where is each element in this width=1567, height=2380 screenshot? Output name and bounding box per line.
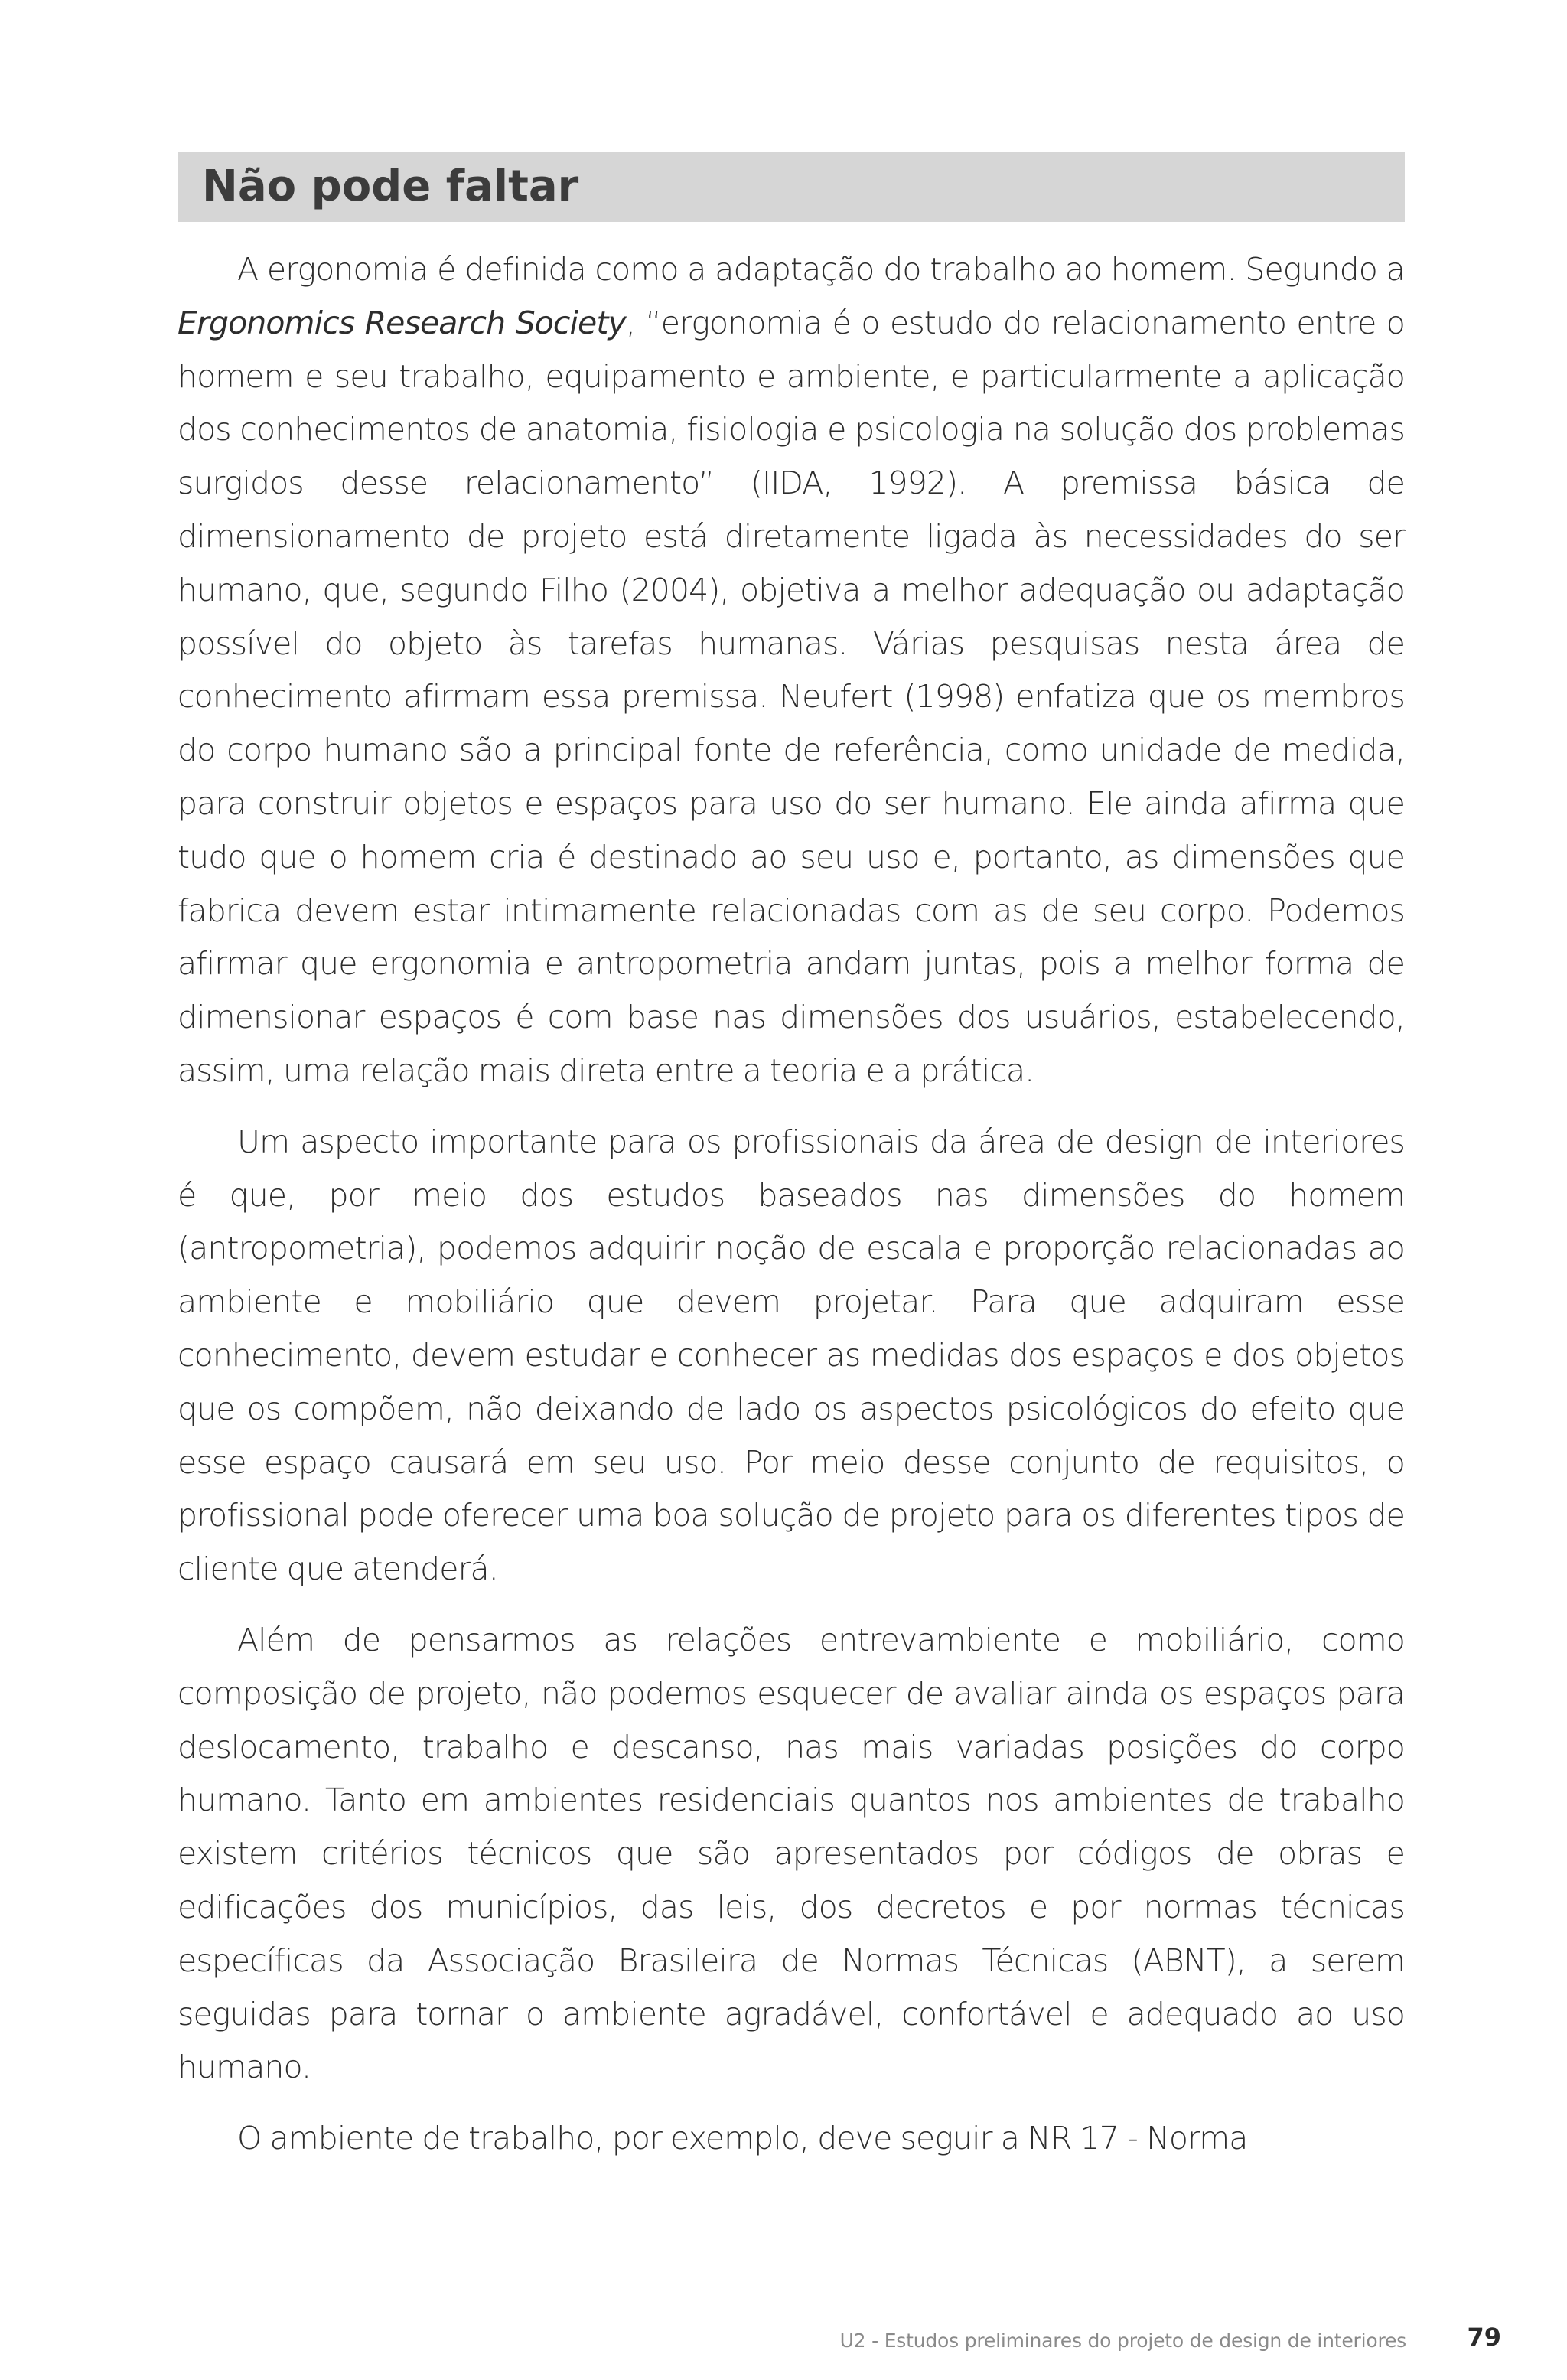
section-header-bar (178, 152, 1405, 222)
paragraph-1 (178, 243, 1405, 1098)
page-footer (178, 2317, 1501, 2356)
page-number: 79 (1467, 2323, 1501, 2352)
paragraph-3: Além de pensarmos as relações entrevambiente e mobiliário, como composição de projeto, não podemos esquecer de avaliar ainda os espaços para deslocamento, trabalho e descanso, nas mais variadas posições do corpo humano. Tanto em ambientes residenciais quantos nos ambientes de trabalho existem critérios técnicos que são apresentados por códigos de obras e edificações dos municípios, das leis, dos decretos e por normas técnicas específicas da Associação Brasileira de Normas Técnicas (ABNT), a serem seguidas para tornar o ambiente agradável, confortável e adequado ao uso humano. (178, 1621, 1405, 2086)
paragraph-2: Um aspecto importante para os profissionais da área de design de interiores é que, por meio dos estudos baseados nas dimensões do homem (antropometria), podemos adquirir noção de escala e proporção relacionadas ao ambiente e mobiliário que devem projetar. Para que adquiram esse conhecimento, devem estudar e conhecer as medidas dos espaços e dos objetos que os compõem, não deixando de lado os aspectos psicológicos do efeito que esse espaço causará em seu uso. Por meio desse conjunto de requisitos, o profissional pode oferecer uma boa solução de projeto para os diferentes tipos de cliente que atenderá. (178, 1123, 1405, 1588)
paragraph-1-text-start: A ergonomia é definida como a adaptação do trabalho ao homem. Segundo a (237, 251, 1405, 288)
paragraph-4: O ambiente de trabalho, por exemplo, deve seguir a NR 17 - Norma (237, 2120, 1248, 2157)
body-text (178, 243, 1405, 2183)
running-title: U2 - Estudos preliminares do projeto de design de interiores (839, 2329, 1406, 2352)
paragraph-1-text-end: , “ergonomia é o estudo do relacionamento entre o homem e seu trabalho, equipamento e ambiente, e particularmente a aplicação dos conhecimentos de anatomia, fisiologia e psicologia na solução dos problemas surgidos desse relacionamento” (IIDA, 1992). A premissa básica de dimensionamento de projeto está diretamente ligada às necessidades do ser humano, que, segundo Filho (2004), objetiva a melhor adequação ou adaptação possível do objeto às tarefas humanas. Várias pesquisas nesta área de conhecimento afirmam essa premissa. Neufert (1998) enfatiza que os membros do corpo humano são a principal fonte de referência, como unidade de medida, para construir objetos e espaços para uso do ser humano. Ele ainda afirma que tudo que o homem cria é destinado ao seu uso e, portanto, as dimensões que fabrica devem estar intimamente relacionadas com as de seu corpo. Podemos afirmar que ergonomia e antropometria andam juntas, pois a melhor forma de dimensionar espaços é com base nas dimensões dos usuários, estabelecendo, assim, uma relação mais direta entre a teoria e a prática. (178, 304, 1405, 1089)
section-title: Não pode faltar (202, 161, 579, 211)
paragraph-1-emphasis: Ergonomics Research Society (178, 304, 626, 341)
